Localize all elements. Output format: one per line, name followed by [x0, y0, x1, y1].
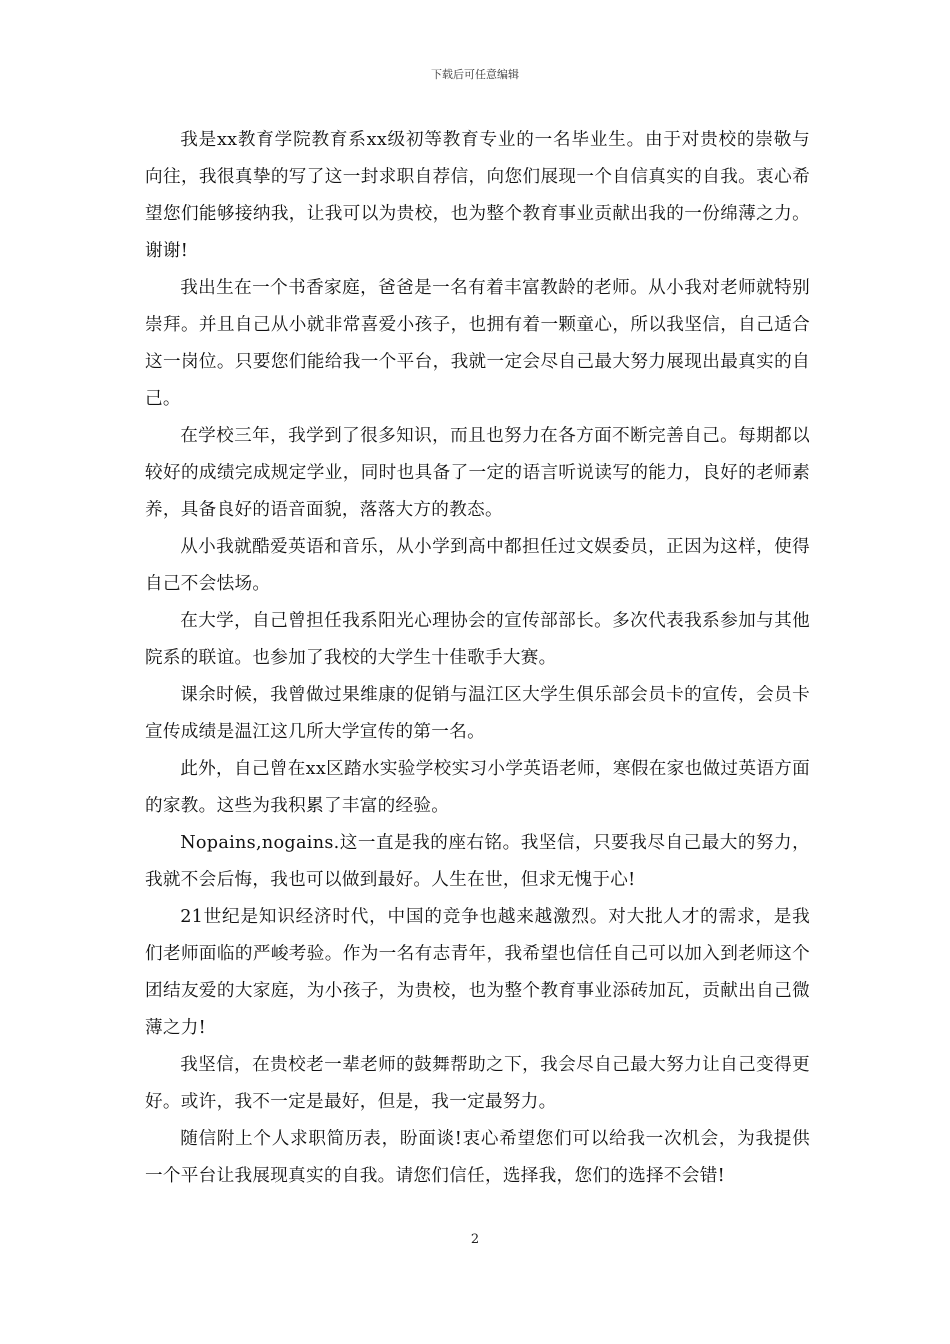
paragraph-motto: Nopains,nogains.这一直是我的座右铭。我坚信，只要我尽自己最大的努力，我就不会后悔，我也可以做到最好。人生在世，但求无愧于心!	[145, 833, 810, 890]
paragraph-family: 我出生在一个书香家庭，爸爸是一名有着丰富教龄的老师。从小我对老师就特别崇拜。并且自己从小就非常喜爱小孩子，也拥有着一颗童心，所以我坚信，自己适合这一岗位。只要您们能给我一个平台，我就一定会尽自己最大努力展现出最真实的自己。	[145, 278, 810, 409]
page-header: 下载后可任意编辑	[431, 68, 519, 81]
paragraph-century: 21世纪是知识经济时代，中国的竞争也越来越激烈。对大批人才的需求，是我们老师面临的严峻考验。作为一名有志青年，我希望也信任自己可以加入到老师这个团结友爱的大家庭，为小孩子，为贵校，也为整个教育事业添砖加瓦，贡献出自己微薄之力!	[145, 907, 810, 1038]
paragraph-hobbies: 从小我就酷爱英语和音乐，从小学到高中都担任过文娱委员，正因为这样，使得自己不会怯场。	[145, 537, 810, 594]
page-number: 2	[470, 1232, 480, 1247]
paragraph-school: 在学校三年，我学到了很多知识，而且也努力在各方面不断完善自己。每期都以较好的成绩完成规定学业，同时也具备了一定的语言听说读写的能力，良好的老师素养，具备良好的语音面貌，落落大方的教态。	[145, 426, 810, 520]
paragraph-university: 在大学，自己曾担任我系阳光心理协会的宣传部部长。多次代表我系参加与其他院系的联谊。也参加了我校的大学生十佳歌手大赛。	[145, 611, 810, 668]
paragraph-internship: 此外，自己曾在xx区踏水实验学校实习小学英语老师，寒假在家也做过英语方面的家教。这些为我积累了丰富的经验。	[145, 759, 810, 816]
paragraph-spare-time: 课余时候，我曾做过果维康的促销与温江区大学生俱乐部会员卡的宣传，会员卡宣传成绩是温江这几所大学宣传的第一名。	[145, 685, 810, 742]
paragraph-intro: 我是xx教育学院教育系xx级初等教育专业的一名毕业生。由于对贵校的崇敬与向往，我很真挚的写了这一封求职自荐信，向您们展现一个自信真实的自我。衷心希望您们能够接纳我，让我可以为贵校，也为整个教育事业贡献出我的一份绵薄之力。谢谢!	[145, 130, 810, 261]
paragraph-belief: 我坚信，在贵校老一辈老师的鼓舞帮助之下，我会尽自己最大努力让自己变得更好。或许，我不一定是最好，但是，我一定最努力。	[145, 1055, 810, 1112]
paragraph-closing: 随信附上个人求职简历表，盼面谈!衷心希望您们可以给我一次机会，为我提供一个平台让我展现真实的自我。请您们信任，选择我，您们的选择不会错!	[145, 1129, 810, 1186]
letter-body	[145, 122, 810, 1195]
